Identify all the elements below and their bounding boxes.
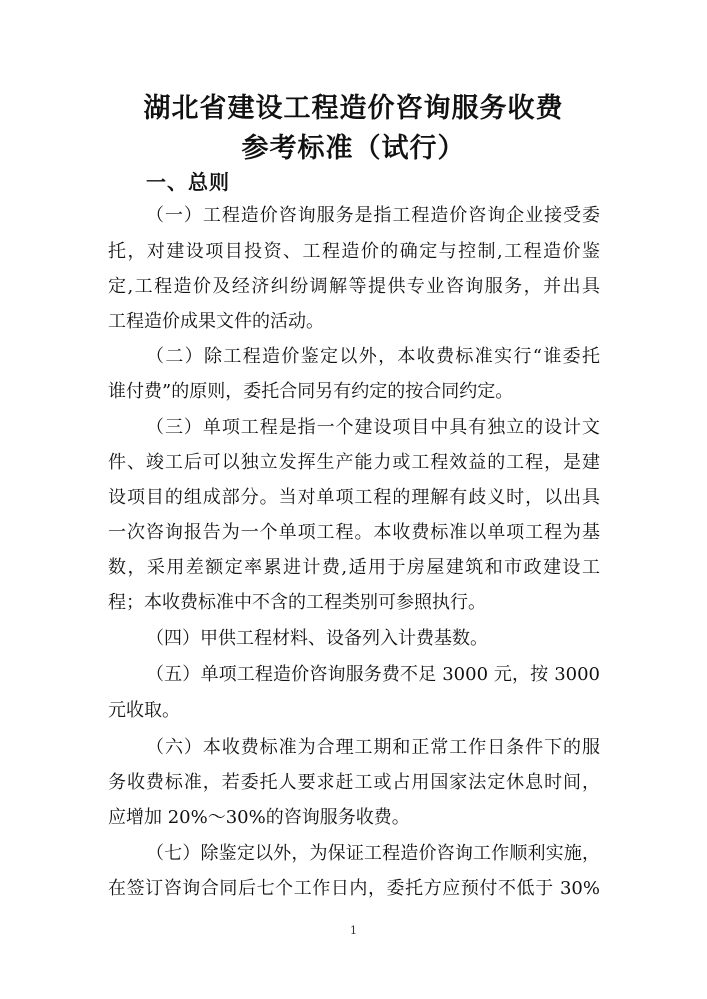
paragraph-line: 务收费标准，若委托人要求赶工或占用国家法定休息时间， — [108, 772, 600, 793]
paragraph-line: （四）甲供工程材料、设备列入计费基数。 — [146, 628, 488, 649]
paragraph-line: 一次咨询报告为一个单项工程。本收费标准以单项工程为基 — [108, 522, 600, 543]
paragraph-line: （一）工程造价咨询服务是指工程造价咨询企业接受委 — [146, 205, 600, 226]
paragraph-line: （三）单项工程是指一个建设项目中具有独立的设计文 — [146, 417, 600, 438]
paragraph-line: 程；本收费标准中不含的工程类别可参照执行。 — [108, 592, 486, 613]
document-title-line-2: 参考标准（试行） — [241, 133, 466, 164]
page-number: 1 — [350, 924, 357, 937]
paragraph-line: 应增加 20%～30%的咨询服务收费。 — [108, 807, 410, 828]
paragraph-line: 设项目的组成部分。当对单项工程的理解有歧义时，以出具 — [108, 487, 600, 508]
paragraph-line: （五）单项工程造价咨询服务费不足 3000 元，按 3000 — [146, 664, 600, 685]
paragraph-line: （六）本收费标准为合理工期和正常工作日条件下的服 — [146, 737, 600, 758]
paragraph-line: 工程造价成果文件的活动。 — [108, 311, 324, 332]
paragraph-line: （二）除工程造价鉴定以外，本收费标准实行“谁委托 — [146, 346, 600, 367]
paragraph-line: 定,工程造价及经济纠纷调解等提供专业咨询服务，并出具 — [108, 276, 600, 297]
paragraph-line: 元收取。 — [108, 700, 180, 721]
document-title-line-1: 湖北省建设工程造价咨询服务收费 — [143, 93, 564, 124]
paragraph-line: 谁付费”的原则，委托合同另有约定的按合同约定。 — [108, 381, 514, 402]
paragraph-line: （七）除鉴定以外，为保证工程造价咨询工作顺利实施， — [146, 843, 600, 864]
paragraph-line: 件、竣工后可以独立发挥生产能力或工程效益的工程，是建 — [108, 452, 600, 473]
paragraph-line: 数，采用差额定率累进计费,适用于房屋建筑和市政建设工 — [108, 557, 600, 578]
paragraph-line: 托，对建设项目投资、工程造价的确定与控制,工程造价鉴 — [108, 241, 600, 262]
paragraph-line: 在签订咨询合同后七个工作日内，委托方应预付不低于 30% — [108, 878, 600, 899]
section-heading: 一、总则 — [146, 170, 230, 194]
